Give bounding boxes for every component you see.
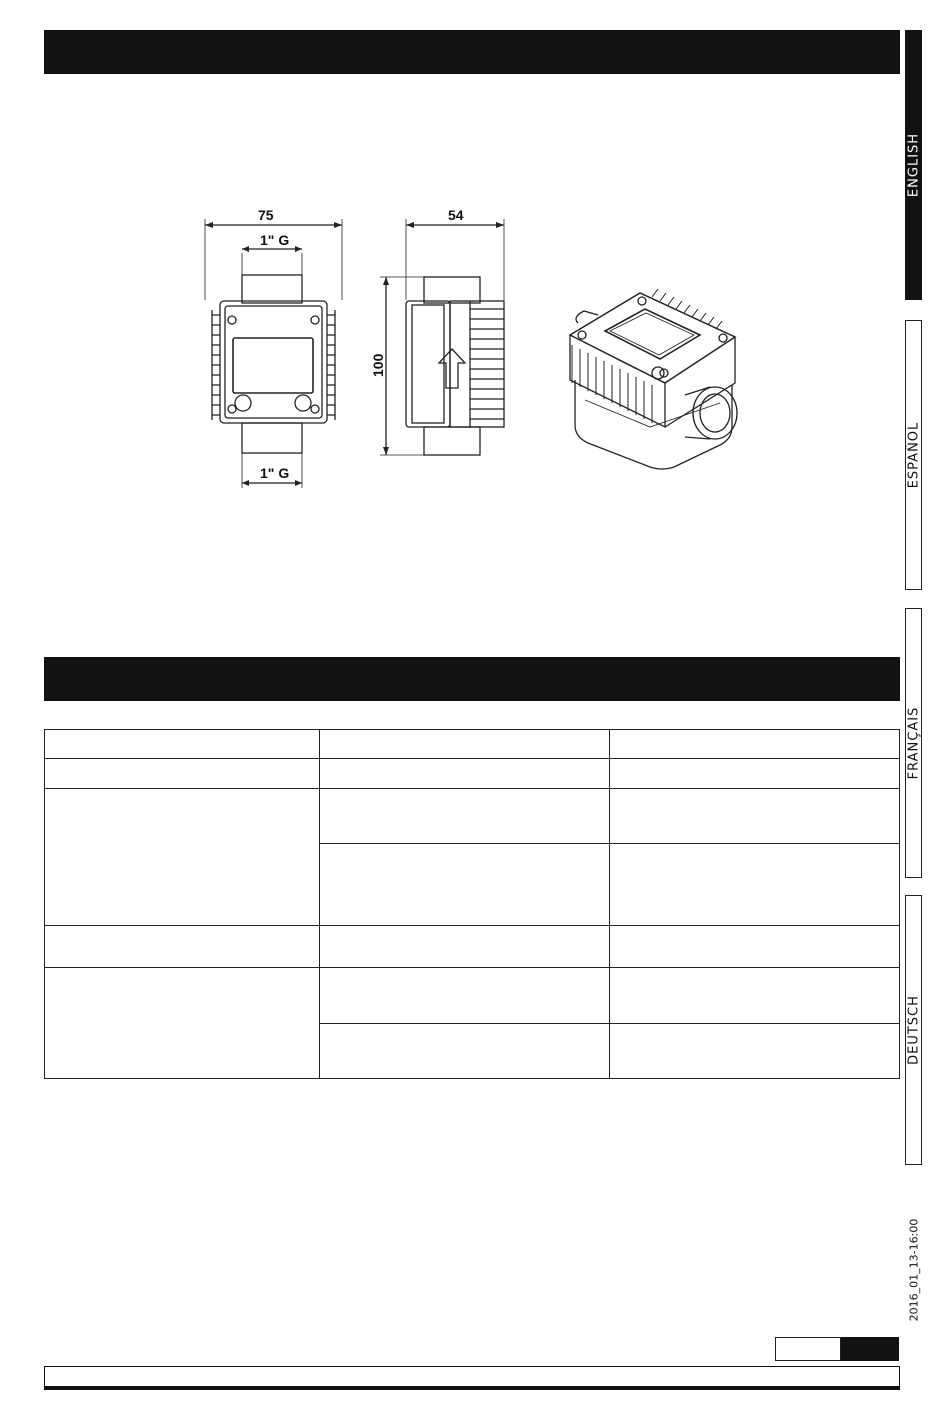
dim-depth-label: 54: [448, 207, 464, 223]
meter-technical-drawing: [180, 205, 760, 505]
page-number-box-filled: [841, 1337, 899, 1361]
table-cell: [45, 967, 320, 1078]
table-row: [45, 789, 900, 844]
front-view: [205, 207, 342, 488]
table-cell: [320, 925, 610, 967]
tab-deutsch-label: DEUTSCH: [906, 995, 921, 1065]
date-stamp-text: 2016_01_13-16:00: [907, 1218, 921, 1322]
spec-table: [44, 729, 900, 1079]
table-cell: [610, 1023, 900, 1078]
table-cell: [320, 1023, 610, 1078]
table-cell: [45, 925, 320, 967]
date-stamp: [904, 1218, 924, 1322]
footer-frame: [44, 1366, 900, 1390]
dim-thread-top-label: 1" G: [260, 232, 290, 248]
side-view: [370, 207, 504, 455]
table-cell: [320, 967, 610, 1023]
table-cell: [45, 759, 320, 789]
table-row: [45, 967, 900, 1023]
tab-english-label: ENGLISH: [906, 132, 921, 198]
table-cell: [610, 925, 900, 967]
table-row: [45, 925, 900, 967]
isometric-view: [570, 289, 737, 469]
dim-height-label: 100: [370, 353, 386, 377]
dim-width-label: 75: [258, 207, 274, 223]
tab-english[interactable]: [905, 30, 922, 300]
page-number-box: [775, 1337, 841, 1361]
tab-espanol[interactable]: [905, 320, 922, 590]
table-cell: [320, 730, 610, 759]
table-cell: [610, 759, 900, 789]
tab-deutsch[interactable]: [905, 895, 922, 1165]
tab-francais[interactable]: [905, 608, 922, 878]
section-header-bar-1: [44, 30, 900, 74]
table-cell: [320, 759, 610, 789]
dim-thread-bottom-label: 1" G: [260, 465, 290, 481]
table-cell: [610, 789, 900, 844]
table-cell: [610, 967, 900, 1023]
tab-espanol-label: ESPAÑOL: [906, 421, 921, 489]
table-cell: [320, 844, 610, 925]
section-header-bar-2: [44, 657, 900, 701]
table-row: [45, 759, 900, 789]
flow-arrow-icon: [439, 349, 465, 388]
table-row: [45, 730, 900, 759]
table-cell: [45, 789, 320, 925]
table-cell: [45, 730, 320, 759]
table-cell: [320, 789, 610, 844]
tab-francais-label: FRANÇAIS: [906, 706, 921, 780]
table-cell: [610, 730, 900, 759]
table-cell: [610, 844, 900, 925]
